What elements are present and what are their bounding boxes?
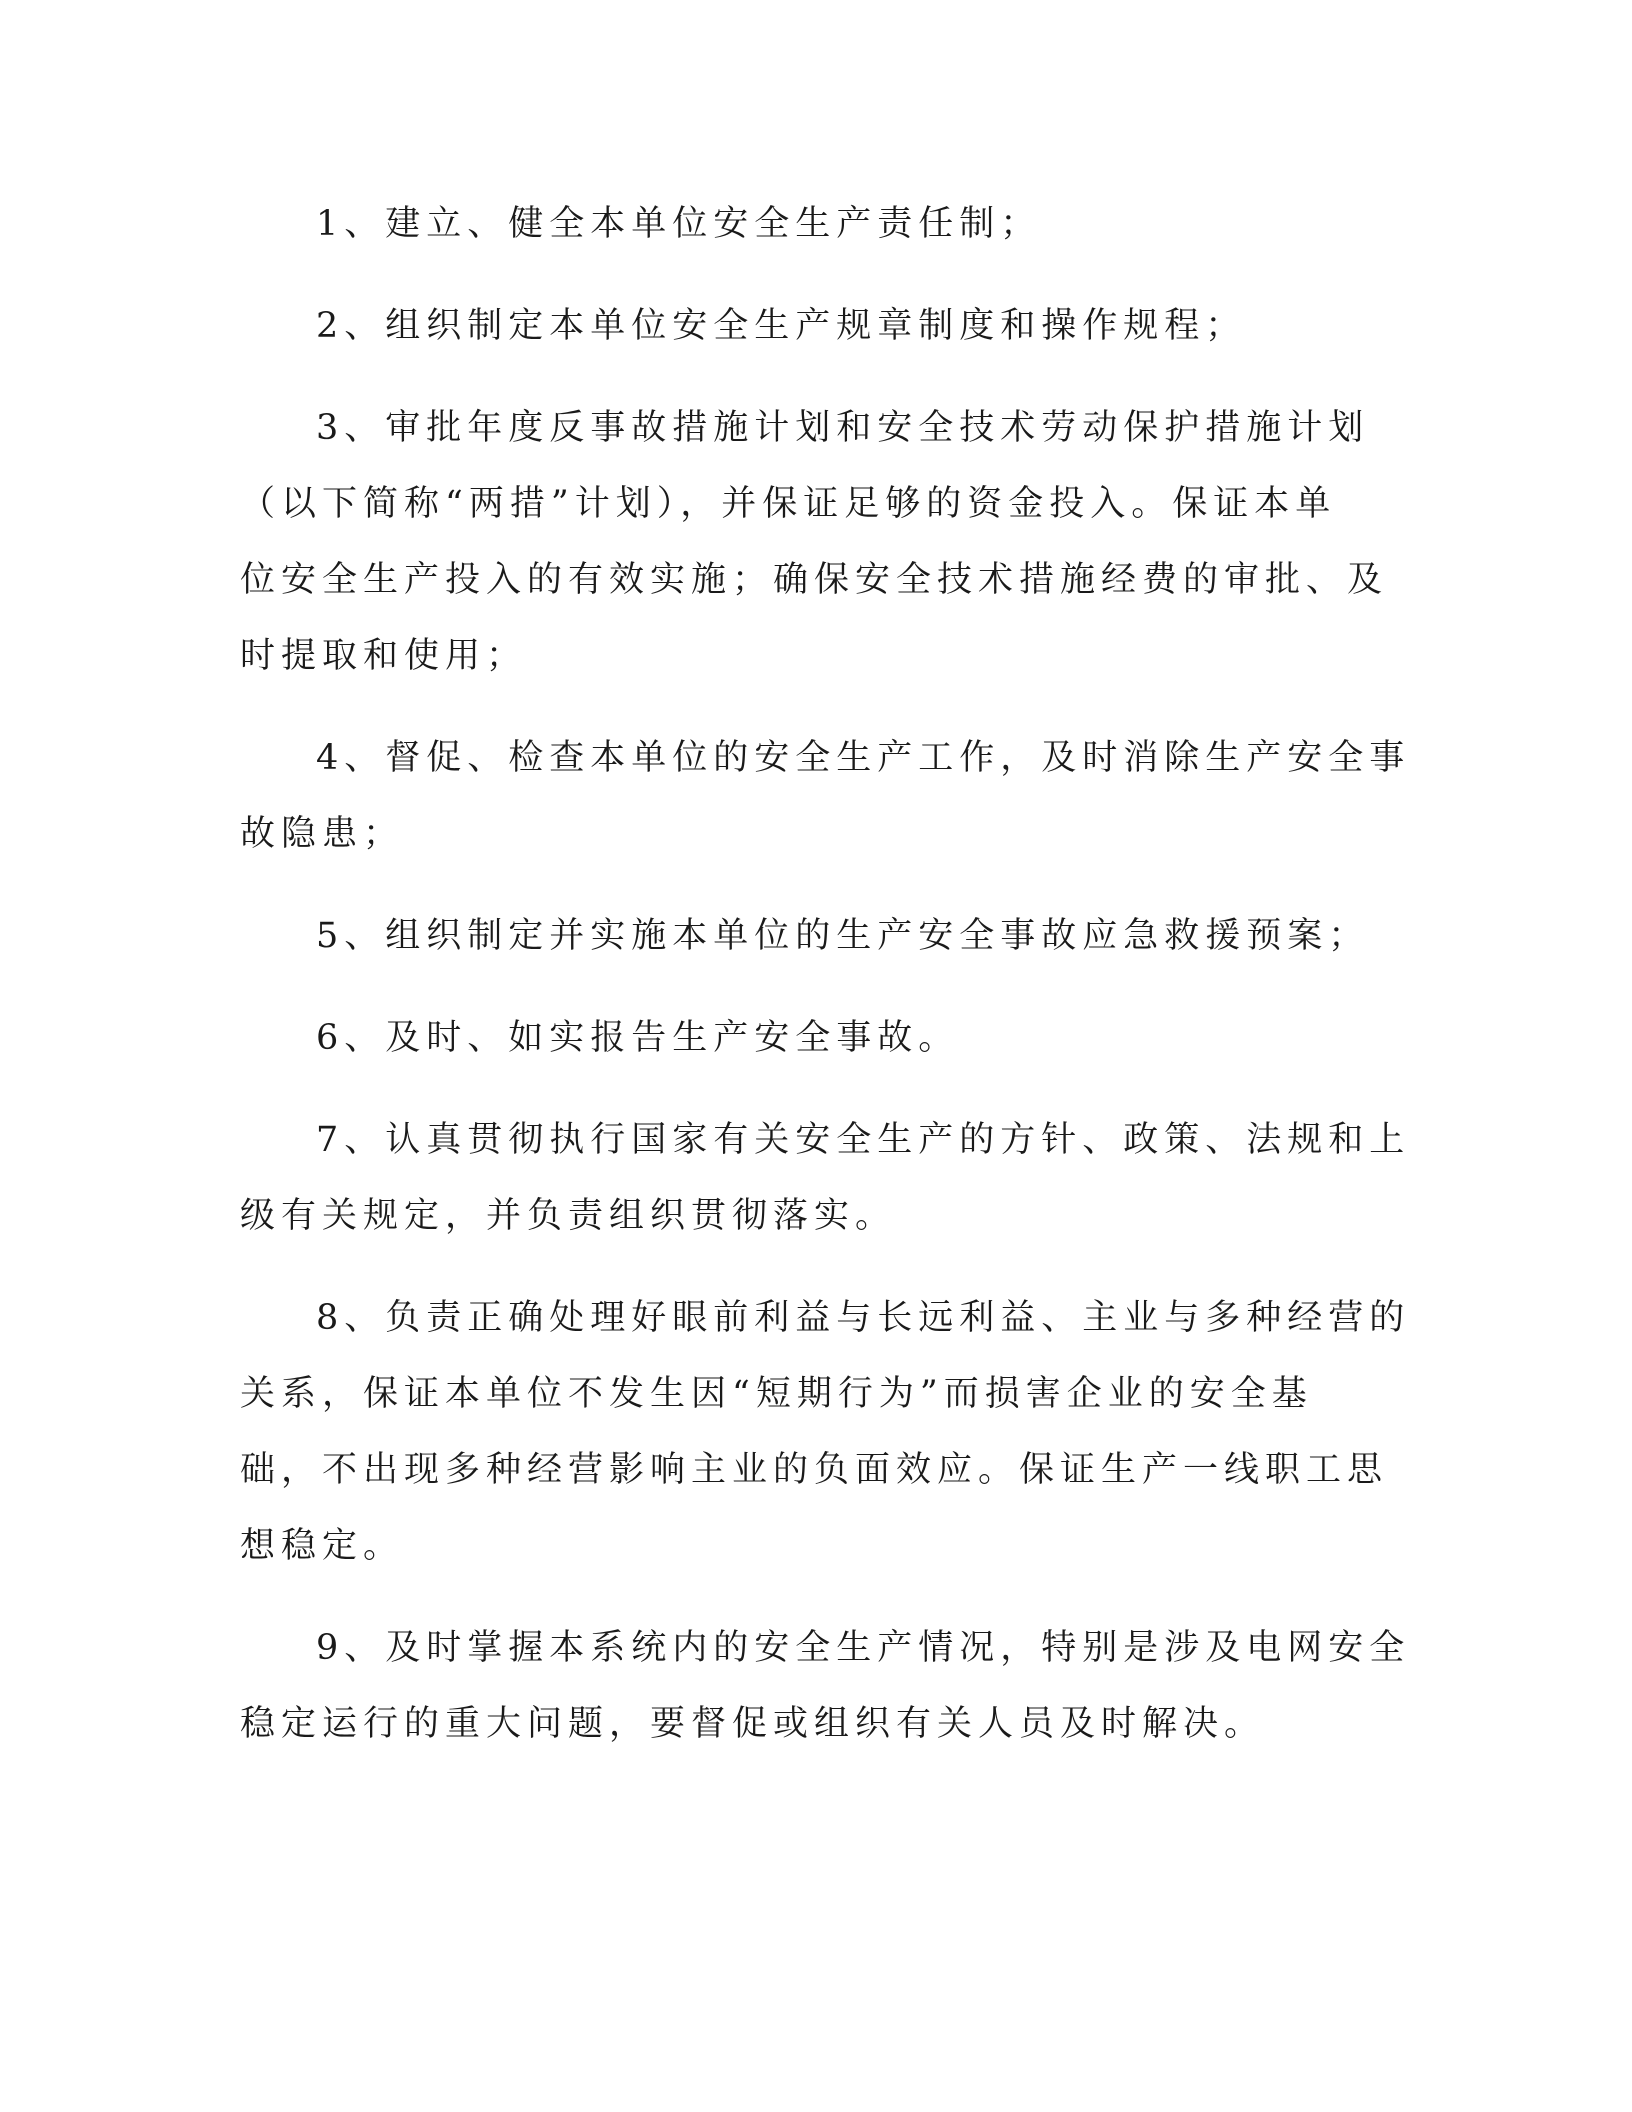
list-item-7 [240, 1102, 1411, 1254]
text-line: （以下简称“两措”计划），并保证足够的资金投入。保证本单 [240, 484, 1337, 524]
text-line: 级有关规定，并负责组织贯彻落实。 [240, 1196, 897, 1236]
text-line: 6、及时、如实报告生产安全事故。 [316, 1018, 960, 1058]
list-item-8 [240, 1280, 1411, 1584]
text-line: 9、及时掌握本系统内的安全生产情况，特别是涉及电网安全 [316, 1628, 1411, 1668]
text-line: 位安全生产投入的有效实施；确保安全技术措施经费的审批、及 [240, 560, 1389, 600]
text-line: 4、督促、检查本单位的安全生产工作，及时消除生产安全事 [316, 738, 1411, 778]
text-line: 稳定运行的重大问题，要督促或组织有关人员及时解决。 [240, 1704, 1266, 1744]
text-line: 时提取和使用； [240, 636, 528, 676]
text-line: 想稳定。 [240, 1526, 405, 1566]
list-item-2 [240, 288, 1390, 364]
text-line: 关系，保证本单位不发生因“短期行为”而损害企业的安全基 [240, 1374, 1313, 1414]
text-line: 3、审批年度反事故措施计划和安全技术劳动保护措施计划 [316, 408, 1370, 448]
text-line: 故隐患； [240, 814, 405, 854]
list-item-4 [240, 720, 1411, 872]
document-body [240, 186, 1411, 1762]
text-line: 2、组织制定本单位安全生产规章制度和操作规程； [316, 306, 1247, 346]
list-item-1 [240, 186, 1390, 262]
text-line: 1、建立、健全本单位安全生产责任制； [316, 204, 1042, 244]
list-item-5 [240, 898, 1390, 974]
list-item-9 [240, 1610, 1411, 1762]
list-item-3 [240, 390, 1390, 694]
text-line: 5、组织制定并实施本单位的生产安全事故应急救援预案； [316, 916, 1370, 956]
text-line: 础，不出现多种经营影响主业的负面效应。保证生产一线职工思 [240, 1450, 1389, 1490]
text-line: 8、负责正确处理好眼前利益与长远利益、主业与多种经营的 [316, 1298, 1411, 1338]
list-item-6 [240, 1000, 1390, 1076]
text-line: 7、认真贯彻执行国家有关安全生产的方针、政策、法规和上 [316, 1120, 1411, 1160]
